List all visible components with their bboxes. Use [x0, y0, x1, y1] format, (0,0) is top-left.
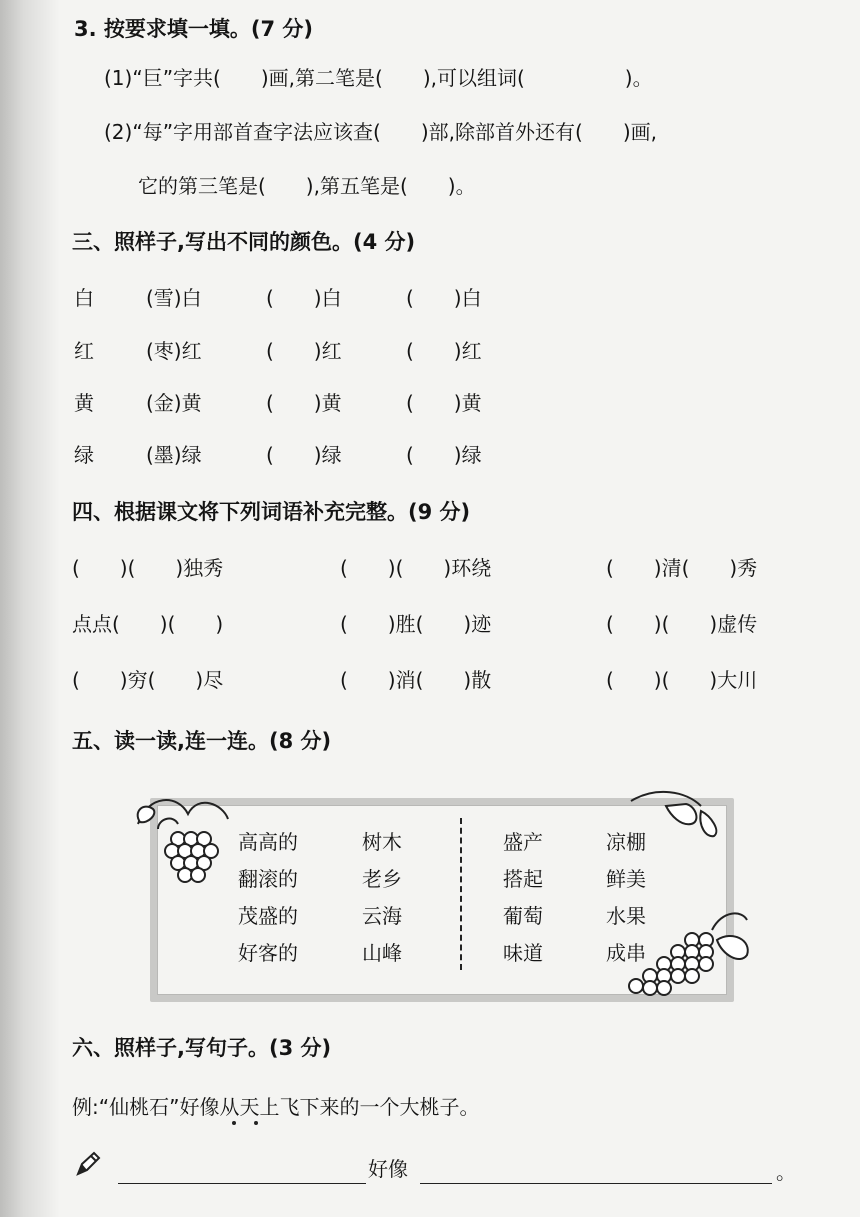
match-word[interactable]: 成串: [606, 941, 646, 965]
color-cell: ( )绿: [406, 443, 482, 467]
idiom-cell: ( )胜( )迹: [340, 612, 492, 636]
answer-mid-word: 好像: [368, 1157, 408, 1181]
q3-item-2-cont: 它的第三笔是( ),第五笔是( )。: [138, 174, 476, 198]
answer-line-after[interactable]: [420, 1183, 772, 1184]
match-word[interactable]: 搭起: [503, 867, 543, 891]
idiom-cell: ( )( )独秀: [72, 556, 224, 580]
color-cell: ( )白: [406, 286, 482, 310]
idiom-cell: ( )消( )散: [340, 668, 492, 692]
color-cell: (雪)白: [146, 286, 202, 310]
match-word[interactable]: 水果: [606, 904, 646, 928]
answer-end-mark: 。: [776, 1160, 796, 1184]
color-cell: ( )黄: [406, 391, 482, 415]
match-word[interactable]: 鲜美: [606, 867, 646, 891]
color-cell: ( )红: [266, 339, 342, 363]
color-cell: 红: [74, 339, 94, 363]
scan-edge-shadow: [0, 0, 60, 1217]
color-cell: ( )绿: [266, 443, 342, 467]
match-word[interactable]: 茂盛的: [238, 904, 298, 928]
match-word[interactable]: 葡萄: [503, 904, 543, 928]
color-cell: 白: [74, 286, 94, 310]
idiom-cell: ( )清( )秀: [606, 556, 758, 580]
color-cell: (金)黄: [146, 391, 202, 415]
emphasis-dot: [232, 1121, 236, 1125]
match-word[interactable]: 好客的: [238, 941, 298, 965]
color-cell: ( )红: [406, 339, 482, 363]
idiom-cell: ( )( )虚传: [606, 612, 758, 636]
match-word[interactable]: 凉棚: [606, 830, 646, 854]
section-6-title: 六、照样子,写句子。(3 分): [72, 1036, 332, 1060]
q3-item-2: (2)“每”字用部首查字法应该查( )部,除部首外还有( )画,: [104, 120, 657, 144]
emphasis-dot: [254, 1121, 258, 1125]
match-word[interactable]: 翻滚的: [238, 867, 298, 891]
example-sentence: 例:“仙桃石”好像从天上飞下来的一个大桃子。: [72, 1095, 480, 1119]
match-word[interactable]: 树木: [362, 830, 402, 854]
color-cell: (枣)红: [146, 339, 202, 363]
match-word[interactable]: 老乡: [362, 867, 402, 891]
matching-divider: [460, 818, 462, 970]
idiom-cell: ( )( )环绕: [340, 556, 492, 580]
idiom-cell: ( )( )大川: [606, 668, 758, 692]
section-5-title: 五、读一读,连一连。(8 分): [72, 729, 332, 753]
answer-line-before[interactable]: [118, 1183, 366, 1184]
pencil-icon: [74, 1150, 102, 1178]
match-word[interactable]: 云海: [362, 904, 402, 928]
color-cell: 黄: [74, 391, 94, 415]
match-word[interactable]: 山峰: [362, 941, 402, 965]
color-cell: ( )白: [266, 286, 342, 310]
grape-left-icon: [128, 784, 238, 894]
section-3-title: 三、照样子,写出不同的颜色。(4 分): [72, 230, 416, 254]
color-cell: 绿: [74, 443, 94, 467]
idiom-cell: ( )穷( )尽: [72, 668, 224, 692]
q3-title: 3. 按要求填一填。(7 分): [74, 17, 314, 41]
match-word[interactable]: 高高的: [238, 830, 298, 854]
match-word[interactable]: 盛产: [503, 830, 543, 854]
idiom-cell: 点点( )( ): [72, 612, 224, 636]
section-4-title: 四、根据课文将下列词语补充完整。(9 分): [72, 500, 471, 524]
color-cell: ( )黄: [266, 391, 342, 415]
color-cell: (墨)绿: [146, 443, 202, 467]
match-word[interactable]: 味道: [503, 941, 543, 965]
q3-item-1: (1)“巨”字共( )画,第二笔是( ),可以组词( )。: [104, 66, 653, 90]
